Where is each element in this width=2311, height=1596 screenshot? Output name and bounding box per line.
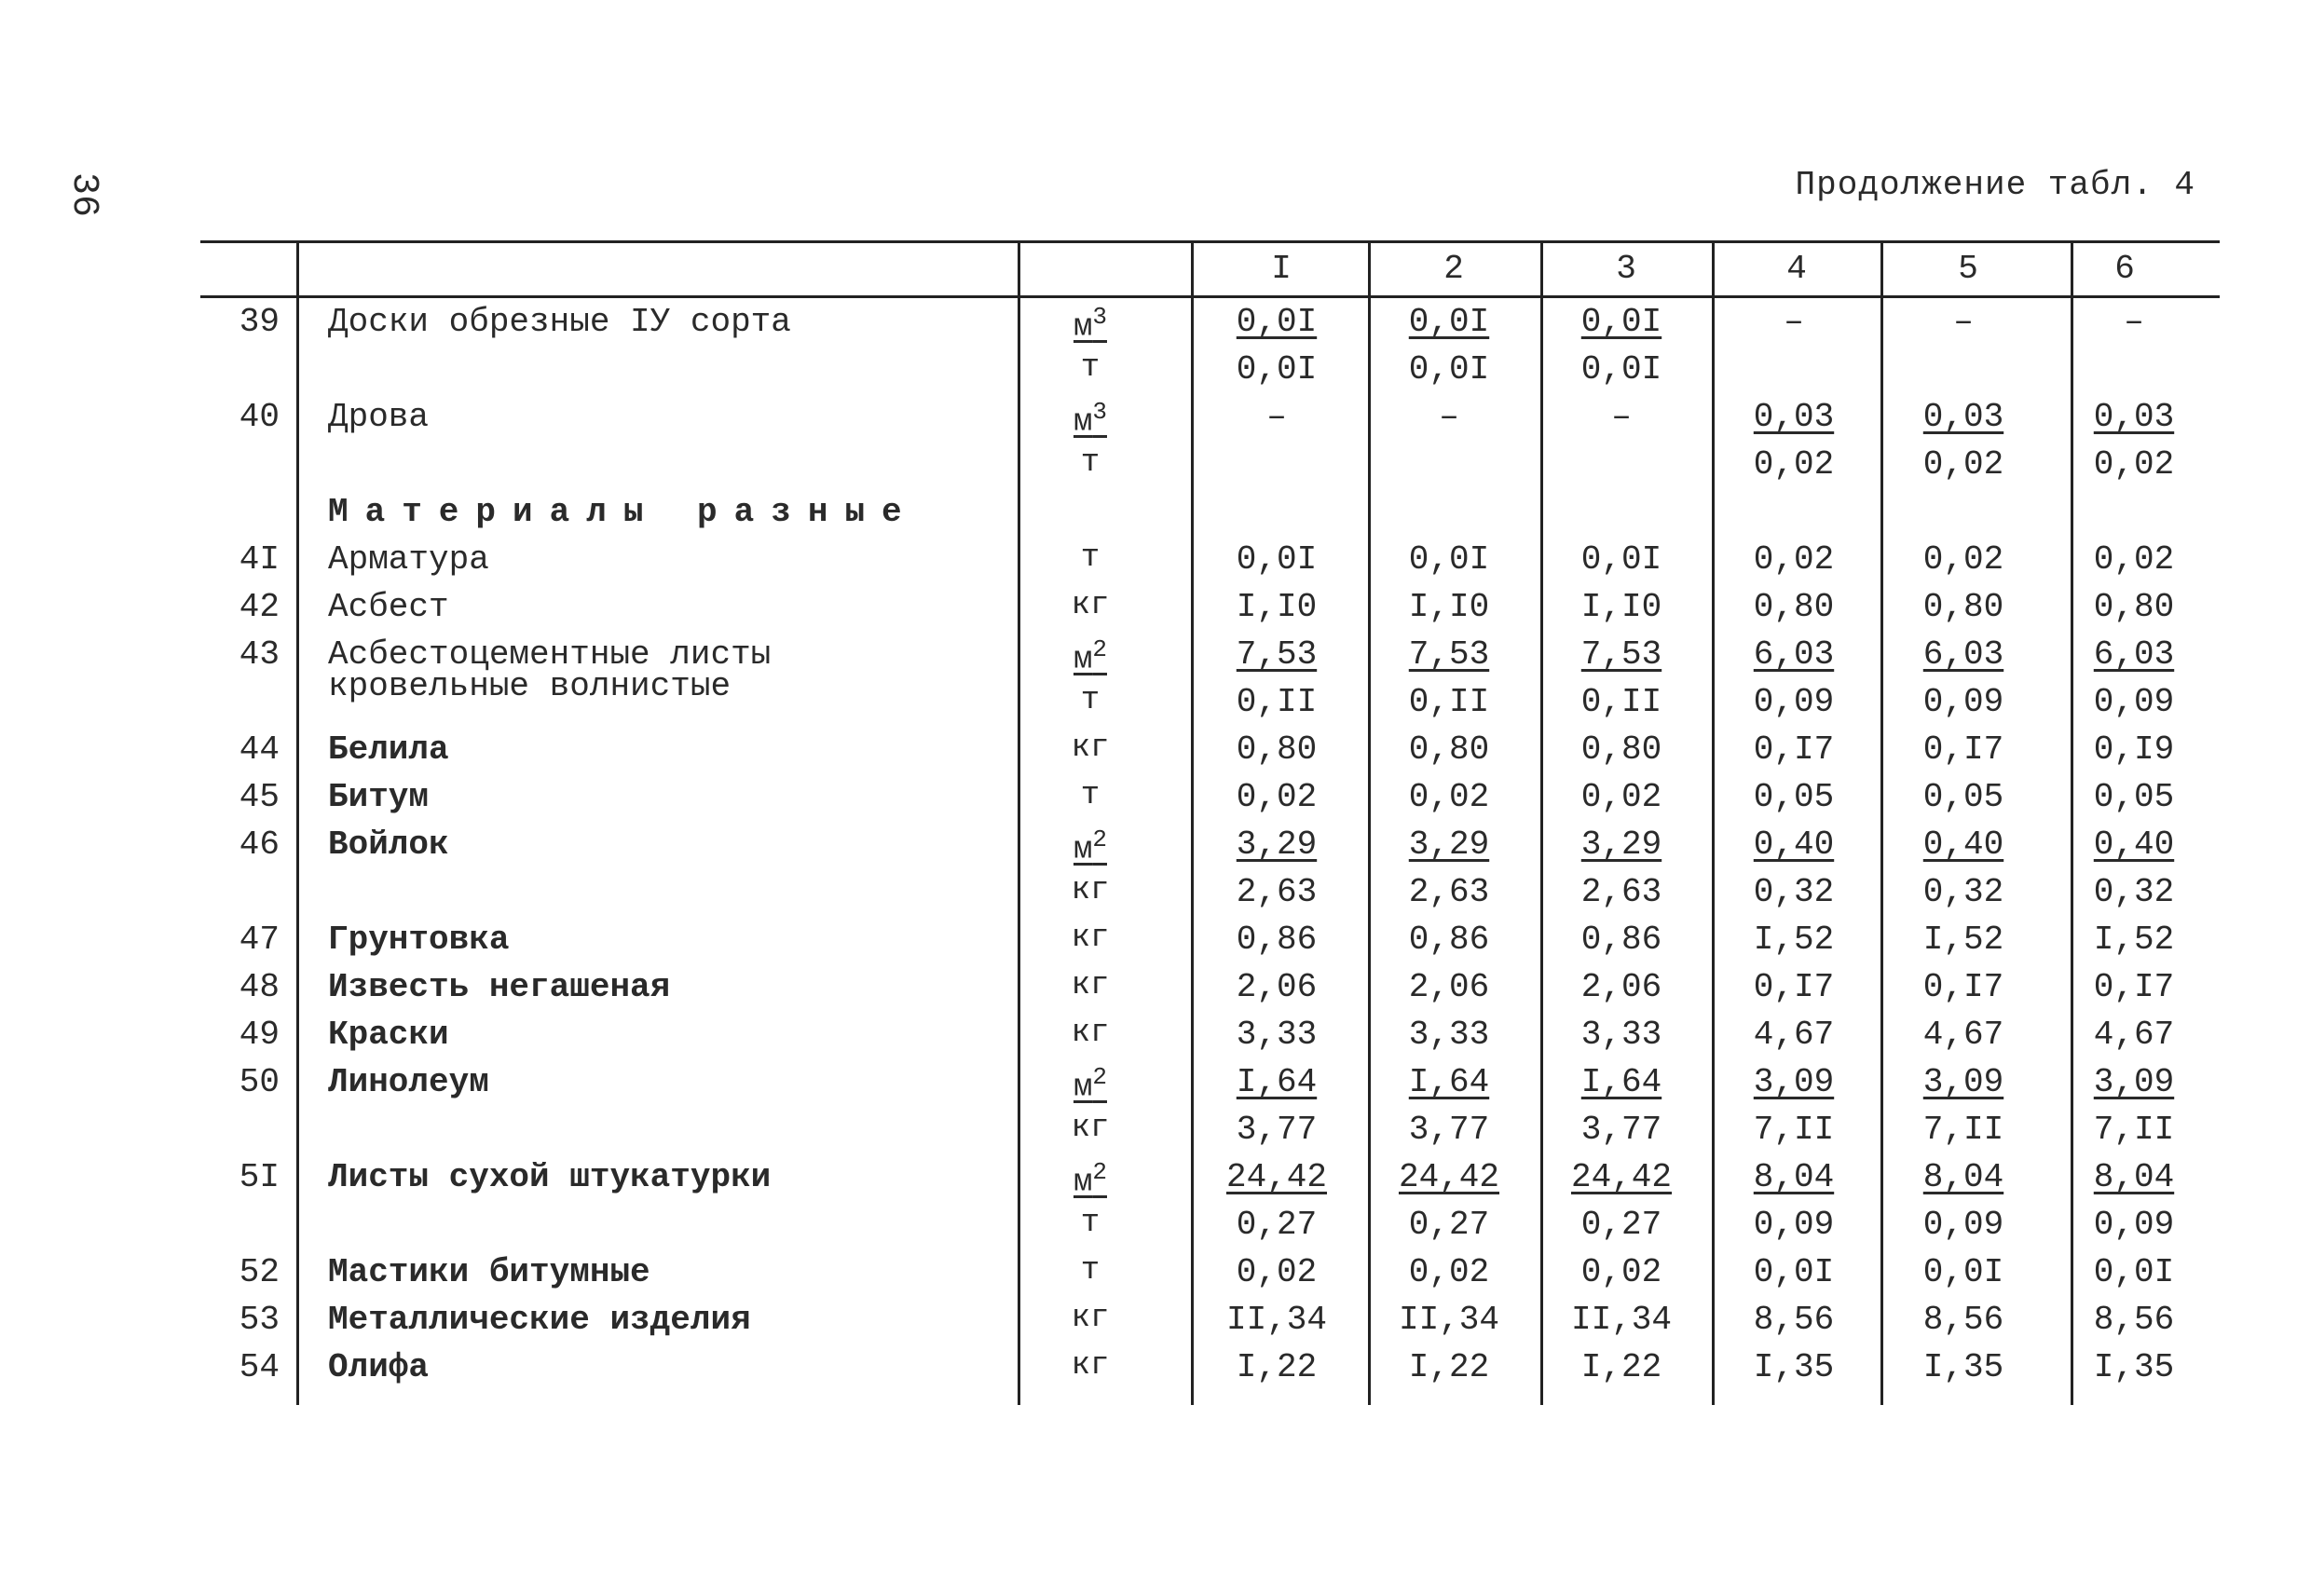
value-cell: 0,0I	[1922, 1253, 2004, 1291]
value-cell: I,35	[1922, 1348, 2004, 1386]
value-cell: I,I0	[1580, 588, 1662, 626]
value-cell: 0,02	[1753, 445, 1835, 484]
value-cell: 0,0I	[1408, 350, 1490, 389]
value-cell: 2,63	[1236, 873, 1318, 911]
value-cell: 0,0I	[1580, 350, 1662, 389]
column-divider	[296, 240, 299, 1405]
value-cell: 8,04	[1922, 1158, 2004, 1196]
material-name: Линолеум	[328, 1063, 489, 1101]
value-cell: –	[2124, 303, 2144, 341]
value-cell: 0,II	[1580, 683, 1662, 721]
value-cell: 0,32	[1753, 873, 1835, 911]
table-top-rule	[200, 240, 2220, 243]
unit-cell: т	[1080, 350, 1101, 386]
value-cell: I,52	[1753, 921, 1835, 959]
value-cell: 24,42	[1570, 1158, 1673, 1196]
value-cell: 0,27	[1580, 1206, 1662, 1244]
value-cell: 7,II	[2093, 1111, 2175, 1149]
value-cell: 0,05	[1753, 778, 1835, 816]
value-cell: 0,02	[1922, 445, 2004, 484]
row-number: 49	[239, 1016, 280, 1054]
value-cell: 0,02	[1922, 540, 2004, 579]
value-cell: 0,02	[1580, 778, 1662, 816]
row-number: 47	[239, 921, 280, 959]
material-name: Металлические изделия	[328, 1301, 751, 1339]
value-cell: 3,29	[1408, 825, 1490, 864]
value-cell: 0,0I	[1236, 540, 1318, 579]
row-number: 50	[239, 1063, 280, 1101]
value-cell: 7,II	[1922, 1111, 2004, 1149]
unit-cell: кг	[1071, 921, 1110, 956]
value-cell: 4,67	[1753, 1016, 1835, 1054]
value-cell: 3,77	[1236, 1111, 1318, 1149]
column-divider	[1018, 240, 1020, 1405]
unit-cell: кг	[1071, 1301, 1110, 1336]
value-cell: 3,09	[1753, 1063, 1835, 1101]
value-cell: 3,29	[1236, 825, 1318, 864]
column-header: 6	[2114, 250, 2135, 288]
value-cell: 0,32	[1922, 873, 2004, 911]
value-cell: 0,05	[2093, 778, 2175, 816]
value-cell: 0,0I	[2093, 1253, 2175, 1291]
value-cell: 7,53	[1236, 635, 1318, 674]
value-cell: 24,42	[1398, 1158, 1500, 1196]
value-cell: 0,09	[1753, 683, 1835, 721]
unit-cell: $м^2$	[1073, 1063, 1107, 1106]
value-cell: 0,40	[1753, 825, 1835, 864]
unit-cell: $м^2$	[1073, 825, 1107, 868]
value-cell: 0,80	[1580, 730, 1662, 769]
value-cell: 0,I7	[1922, 968, 2004, 1006]
value-cell: I,35	[2093, 1348, 2175, 1386]
material-name: Арматура	[328, 540, 489, 579]
row-number: 45	[239, 778, 280, 816]
material-name: Краски	[328, 1016, 449, 1054]
row-number: 42	[239, 588, 280, 626]
value-cell: 0,I9	[2093, 730, 2175, 769]
value-cell: II,34	[1570, 1301, 1673, 1339]
value-cell: 0,02	[1408, 1253, 1490, 1291]
value-cell: 7,53	[1408, 635, 1490, 674]
column-divider	[1880, 240, 1883, 1405]
value-cell: 0,0I	[1236, 303, 1318, 341]
row-number: 4I	[239, 540, 280, 579]
value-cell: 2,06	[1408, 968, 1490, 1006]
value-cell: 2,06	[1236, 968, 1318, 1006]
material-name: Асбест	[328, 588, 449, 626]
value-cell: 0,02	[2093, 445, 2175, 484]
value-cell: 24,42	[1225, 1158, 1328, 1196]
value-cell: 4,67	[2093, 1016, 2175, 1054]
value-cell: 0,I7	[1922, 730, 2004, 769]
value-cell: 6,03	[1922, 635, 2004, 674]
value-cell: I,64	[1408, 1063, 1490, 1101]
value-cell: 0,02	[1236, 778, 1318, 816]
value-cell: 0,I7	[1753, 968, 1835, 1006]
row-number: 44	[239, 730, 280, 769]
value-cell: –	[1784, 303, 1804, 341]
value-cell: II,34	[1225, 1301, 1328, 1339]
row-number: 43	[239, 635, 280, 674]
value-cell: 3,33	[1580, 1016, 1662, 1054]
value-cell: 0,40	[1922, 825, 2004, 864]
value-cell: 2,63	[1580, 873, 1662, 911]
table-header-rule	[200, 295, 2220, 298]
table-caption: Продолжение табл. 4	[1795, 166, 2195, 204]
value-cell: 0,27	[1408, 1206, 1490, 1244]
unit-cell: т	[1080, 540, 1101, 576]
material-name: Белила	[328, 730, 449, 769]
value-cell: 0,86	[1408, 921, 1490, 959]
value-cell: 0,80	[2093, 588, 2175, 626]
unit-cell: т	[1080, 778, 1101, 813]
value-cell: 8,56	[1753, 1301, 1835, 1339]
material-name: Известь негашеная	[328, 968, 671, 1006]
row-number: 54	[239, 1348, 280, 1386]
value-cell: 8,56	[1922, 1301, 2004, 1339]
value-cell: I,22	[1408, 1348, 1490, 1386]
value-cell: 3,33	[1408, 1016, 1490, 1054]
unit-cell: $м^2$	[1073, 635, 1107, 678]
column-header: 4	[1786, 250, 1807, 288]
column-header: 5	[1958, 250, 1978, 288]
value-cell: 0,02	[1408, 778, 1490, 816]
row-number: 46	[239, 825, 280, 864]
value-cell: 3,33	[1236, 1016, 1318, 1054]
material-name: Грунтовка	[328, 921, 510, 959]
value-cell: 0,02	[1753, 540, 1835, 579]
value-cell: 0,80	[1408, 730, 1490, 769]
unit-cell: т	[1080, 445, 1101, 481]
value-cell: I,I0	[1408, 588, 1490, 626]
value-cell: 0,02	[1236, 1253, 1318, 1291]
value-cell: 2,06	[1580, 968, 1662, 1006]
value-cell: 0,03	[1753, 398, 1835, 436]
value-cell: –	[1611, 398, 1632, 436]
value-cell: 0,09	[1922, 683, 2004, 721]
value-cell: 0,0I	[1408, 303, 1490, 341]
value-cell: 0,0I	[1236, 350, 1318, 389]
value-cell: 0,02	[1580, 1253, 1662, 1291]
unit-cell: т	[1080, 683, 1101, 718]
value-cell: 0,80	[1236, 730, 1318, 769]
row-number: 53	[239, 1301, 280, 1339]
value-cell: 3,09	[2093, 1063, 2175, 1101]
value-cell: 0,0I	[1580, 303, 1662, 341]
value-cell: 8,56	[2093, 1301, 2175, 1339]
value-cell: 0,09	[1753, 1206, 1835, 1244]
value-cell: 3,09	[1922, 1063, 2004, 1101]
column-header: 2	[1443, 250, 1464, 288]
value-cell: 0,0I	[1753, 1253, 1835, 1291]
section-heading: Материалы разные	[328, 493, 919, 531]
unit-cell: кг	[1071, 1016, 1110, 1051]
value-cell: –	[1953, 303, 1974, 341]
value-cell: 0,0I	[1580, 540, 1662, 579]
value-cell: 0,II	[1236, 683, 1318, 721]
value-cell: I,52	[1922, 921, 2004, 959]
value-cell: 0,03	[2093, 398, 2175, 436]
value-cell: 8,04	[2093, 1158, 2175, 1196]
value-cell: 2,63	[1408, 873, 1490, 911]
unit-cell: кг	[1071, 588, 1110, 623]
value-cell: 0,09	[1922, 1206, 2004, 1244]
value-cell: I,22	[1580, 1348, 1662, 1386]
value-cell: I,64	[1580, 1063, 1662, 1101]
value-cell: I,I0	[1236, 588, 1318, 626]
value-cell: 0,80	[1922, 588, 2004, 626]
unit-cell: кг	[1071, 873, 1110, 908]
row-number: 40	[239, 398, 280, 436]
page-number: 36	[62, 172, 104, 218]
value-cell: 4,67	[1922, 1016, 2004, 1054]
value-cell: 0,86	[1580, 921, 1662, 959]
value-cell: 6,03	[1753, 635, 1835, 674]
value-cell: 0,32	[2093, 873, 2175, 911]
value-cell: 0,05	[1922, 778, 2004, 816]
unit-cell: т	[1080, 1206, 1101, 1241]
column-divider	[1191, 240, 1194, 1405]
value-cell: I,64	[1236, 1063, 1318, 1101]
value-cell: 0,0I	[1408, 540, 1490, 579]
value-cell: 0,80	[1753, 588, 1835, 626]
value-cell: I,22	[1236, 1348, 1318, 1386]
value-cell: 0,02	[2093, 540, 2175, 579]
value-cell: 3,29	[1580, 825, 1662, 864]
column-header: I	[1271, 250, 1292, 288]
unit-cell: кг	[1071, 1111, 1110, 1146]
value-cell: I,35	[1753, 1348, 1835, 1386]
material-name: Войлок	[328, 825, 449, 864]
value-cell: 3,77	[1408, 1111, 1490, 1149]
value-cell: 0,86	[1236, 921, 1318, 959]
material-name: Олифа	[328, 1348, 430, 1386]
value-cell: 0,I7	[1753, 730, 1835, 769]
row-number: 48	[239, 968, 280, 1006]
material-name: Битум	[328, 778, 430, 816]
material-name: Асбестоцементные листы	[328, 635, 772, 674]
unit-cell: кг	[1071, 1348, 1110, 1384]
value-cell: 8,04	[1753, 1158, 1835, 1196]
material-name: Доски обрезные IУ сорта	[328, 303, 791, 341]
unit-cell: кг	[1071, 730, 1110, 766]
value-cell: II,34	[1398, 1301, 1500, 1339]
value-cell: I,52	[2093, 921, 2175, 959]
value-cell: 0,27	[1236, 1206, 1318, 1244]
row-number: 5I	[239, 1158, 280, 1196]
unit-cell: $м^2$	[1073, 1158, 1107, 1201]
value-cell: 0,09	[2093, 683, 2175, 721]
value-cell: 0,03	[1922, 398, 2004, 436]
material-name: Мастики битумные	[328, 1253, 650, 1291]
value-cell: 0,40	[2093, 825, 2175, 864]
value-cell: 0,09	[2093, 1206, 2175, 1244]
value-cell: 3,77	[1580, 1111, 1662, 1149]
unit-cell: кг	[1071, 968, 1110, 1003]
value-cell: 0,I7	[2093, 968, 2175, 1006]
value-cell: 7,53	[1580, 635, 1662, 674]
unit-cell: $м^3$	[1073, 398, 1107, 441]
column-header: 3	[1616, 250, 1636, 288]
value-cell: 7,II	[1753, 1111, 1835, 1149]
row-number: 52	[239, 1253, 280, 1291]
material-name-cont: кровельные волнистые	[328, 667, 732, 705]
material-name: Листы сухой штукатурки	[328, 1158, 772, 1196]
row-number: 39	[239, 303, 280, 341]
value-cell: 6,03	[2093, 635, 2175, 674]
value-cell: –	[1439, 398, 1459, 436]
value-cell: –	[1266, 398, 1287, 436]
unit-cell: $м^3$	[1073, 303, 1107, 346]
value-cell: 0,II	[1408, 683, 1490, 721]
material-name: Дрова	[328, 398, 430, 436]
unit-cell: т	[1080, 1253, 1101, 1289]
